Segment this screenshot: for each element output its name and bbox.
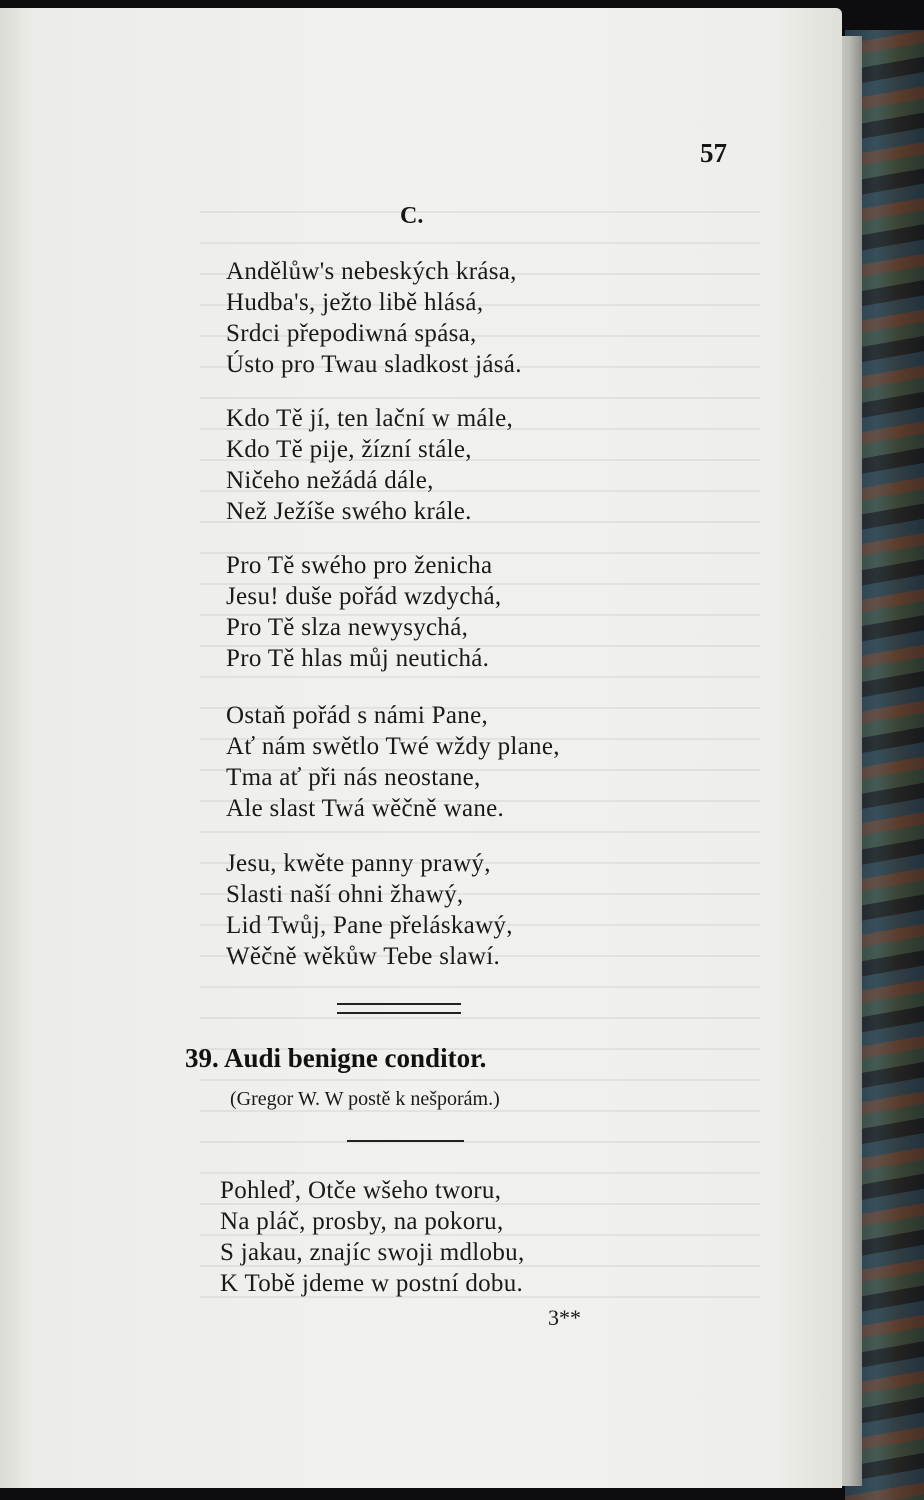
hymn-stanza bbox=[220, 1175, 525, 1299]
stanza-3 bbox=[226, 550, 501, 674]
stanza-4 bbox=[226, 700, 560, 824]
book-page bbox=[0, 8, 842, 1488]
page-number: 57 bbox=[700, 138, 727, 168]
verse-line: Kdo Tě pije, žízní stále, bbox=[226, 436, 472, 463]
verse-line: Ale slast Twá wěčně wane. bbox=[226, 795, 505, 822]
verse-line: Pro Tě slza newysychá, bbox=[226, 614, 469, 641]
verse-line: Lid Twůj, Pane přeláskawý, bbox=[226, 912, 513, 939]
stanza-5 bbox=[226, 848, 513, 972]
section-letter: C. bbox=[400, 203, 424, 229]
verse-line: Ničeho nežádá dále, bbox=[226, 467, 434, 494]
verse-line: Ostaň pořád s námi Pane, bbox=[226, 702, 489, 729]
verse-line: Wěčně wěkůw Tebe slawí. bbox=[226, 943, 501, 970]
verse-line: Andělůw's nebeských krása, bbox=[226, 258, 517, 285]
verse-line: Slasti naší ohni žhawý, bbox=[226, 881, 464, 908]
verse-line: S jakau, znajíc swoji mdlobu, bbox=[220, 1239, 525, 1266]
verse-line: Kdo Tě jí, ten lační w mále, bbox=[226, 405, 514, 432]
signature-mark: 3** bbox=[548, 1305, 581, 1330]
verse-line: Ať nám swětlo Twé wždy plane, bbox=[226, 733, 560, 760]
hymn-title: 39. Audi benigne conditor. bbox=[185, 1043, 487, 1073]
verse-line: Hudba's, ježto libě hlásá, bbox=[226, 289, 484, 316]
verse-line: Na pláč, prosby, na pokoru, bbox=[220, 1208, 504, 1235]
verse-line: Jesu! duše pořád wzdychá, bbox=[226, 583, 502, 610]
verse-line: Ústo pro Twau sladkost jásá. bbox=[226, 351, 522, 378]
verse-line: Pro Tě swého pro ženicha bbox=[226, 552, 493, 579]
verse-line: Pro Tě hlas můj neutichá. bbox=[226, 645, 490, 672]
verse-line: Jesu, kwěte panny prawý, bbox=[226, 850, 491, 877]
hymn-subtitle: (Gregor W. W postě k nešporám.) bbox=[230, 1088, 500, 1110]
stanza-1 bbox=[226, 256, 522, 380]
verse-line: Srdci přepodiwná spása, bbox=[226, 320, 477, 347]
double-divider bbox=[337, 1003, 461, 1014]
single-divider bbox=[347, 1140, 464, 1142]
verse-line: Tma ať při nás neostane, bbox=[226, 764, 481, 791]
stanza-2 bbox=[226, 403, 513, 527]
verse-line: K Tobě jdeme w postní dobu. bbox=[220, 1270, 524, 1297]
verse-line: Než Ježíše swého krále. bbox=[226, 498, 472, 525]
verse-line: Pohleď, Otče wšeho tworu, bbox=[220, 1177, 502, 1204]
